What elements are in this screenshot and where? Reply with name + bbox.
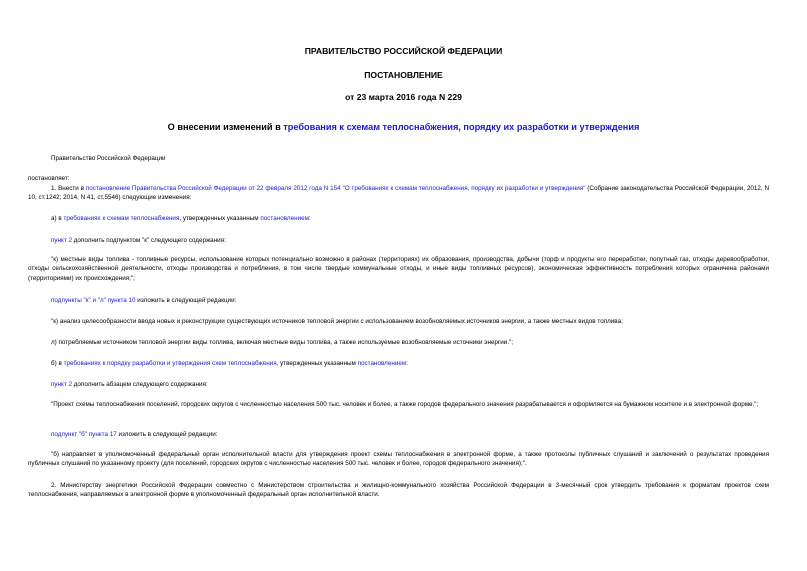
quote-k-local-fuel: "к) местные виды топлива - топливные ресурсы, использование которых потенциально возможно в районах (территориях) их образования, производства, добычи (торф и продукты его переработки, попутный газ, отходы деревообработки, отходы сельскохозяйственной деятельности, отходы производства и потребления, в том числе твердые коммунальные отходы, и иные виды топливных ресурсов), экономическая эффективность потребления которых ограничена районами (территориями) их происхождения;"; <box>28 256 769 282</box>
pa-middle: , утвержденных указанным <box>179 215 261 222</box>
pa-prefix: а) в <box>51 215 64 222</box>
p17-suffix: изложить в следующей редакции: <box>116 431 218 438</box>
link-items-k-l-10[interactable]: подпункты "к" и "л" пункта 10 <box>51 297 136 304</box>
title-link-requirements[interactable]: требования к схемам теплоснабжения, порядку их разработки и утверждения <box>283 122 640 132</box>
document-type-heading: ПОСТАНОВЛЕНИЕ <box>364 70 443 80</box>
quote-l-fuel-types: л) потребляемые источником тепловой энергии виды топлива, включая местные виды топлива, а также используемые возобновляемые источники энергии."; <box>51 339 514 346</box>
paragraph-b-sub <box>28 380 769 389</box>
link-resolution-a[interactable]: постановлением <box>260 215 309 222</box>
issuer-line <box>28 154 165 163</box>
paragraph-2: 2. Министерству энергетики Российской Федерации совместно с Министерством строительства и жилищно-коммунального хозяйства Российской Федерации в 3-месячный срок утвердить требования к форматам проектов схем теплоснабжения, направляемых в электронной форме в уполномоченный федеральный орган исполнительной власти. <box>28 482 769 499</box>
p1-prefix: 1. Внести в <box>51 185 86 192</box>
pb-sub-suffix: дополнить абзацем следующего содержания: <box>72 381 208 388</box>
quote-project-scheme: "Проект схемы теплоснабжения поселений, городских округов с численностью населения 500 тыс. человек и более, а также городов федерального значения разрабатывается и оформляется на бумажном носителе и в электронной форме."; <box>51 401 759 408</box>
link-development-requirements[interactable]: требованиях к порядку разработки и утверждения схем теплоснабжения <box>63 360 277 367</box>
pb-middle: , утвержденных указанным <box>276 360 358 367</box>
title-prefix: О внесении изменений в <box>167 122 284 132</box>
quote-b-sends: "б) направляет в уполномоченный федеральный орган исполнительной власти для утверждения проект схемы теплоснабжения в электронной форме, а также протоколы публичных слушаний и заключений о результатах проведения публичных слушаний по указанному проекту (для поселений, городских округов с численностью населения 500 тыс. человек и более, городов федерального значения);". <box>28 451 769 468</box>
document-title <box>0 122 807 132</box>
decrees-line: постановляет: <box>28 175 70 182</box>
government-heading: ПРАВИТЕЛЬСТВО РОССИЙСКОЙ ФЕДЕРАЦИИ <box>304 46 503 56</box>
pa-sub-suffix: дополнить подпунктом "к" следующего содержания: <box>72 237 226 244</box>
quote-k-analysis: "к) анализ целесообразности ввода новых и реконструкции существующих источников тепловой энергии с использованием возобновляемых источников энергии, а также местных видов топлива; <box>51 318 623 325</box>
issuer-text: Правительство Российской Федерации <box>51 155 166 162</box>
pkl-suffix: изложить в следующей редакции: <box>135 297 237 304</box>
pb-prefix: б) в <box>51 360 64 367</box>
p1-suffix: (Собрание законодательства Российской Федерации, 2012, N 10, ст.1242; 2014, N 41, ст.5546) следующие изменения: <box>28 185 769 202</box>
paragraph-a <box>28 214 769 223</box>
pb-suffix: : <box>406 360 408 367</box>
paragraph-b <box>28 359 769 368</box>
paragraph-items-10 <box>28 296 769 305</box>
pa-suffix: : <box>308 215 311 222</box>
paragraph-1 <box>28 184 769 203</box>
paragraph-item-17 <box>28 430 769 439</box>
link-heat-supply-requirements[interactable]: требованиях к схемам теплоснабжения <box>63 215 180 222</box>
document-date: от 23 марта 2016 года N 229 <box>345 92 462 102</box>
link-item-2-a[interactable]: пункт 2 <box>51 237 72 244</box>
link-resolution-154[interactable]: постановление Правительства Российской Федерации от 22 февраля 2012 года N 154 "О требованиях к схемам теплоснабжения, порядку их разработки и утверждения" <box>85 185 586 192</box>
link-resolution-b[interactable]: постановлением <box>357 360 407 367</box>
link-subitem-b-17[interactable]: подпункт "б" пункта 17 <box>51 431 117 438</box>
link-item-2-b[interactable]: пункт 2 <box>51 381 72 388</box>
paragraph-a-sub <box>28 236 769 245</box>
